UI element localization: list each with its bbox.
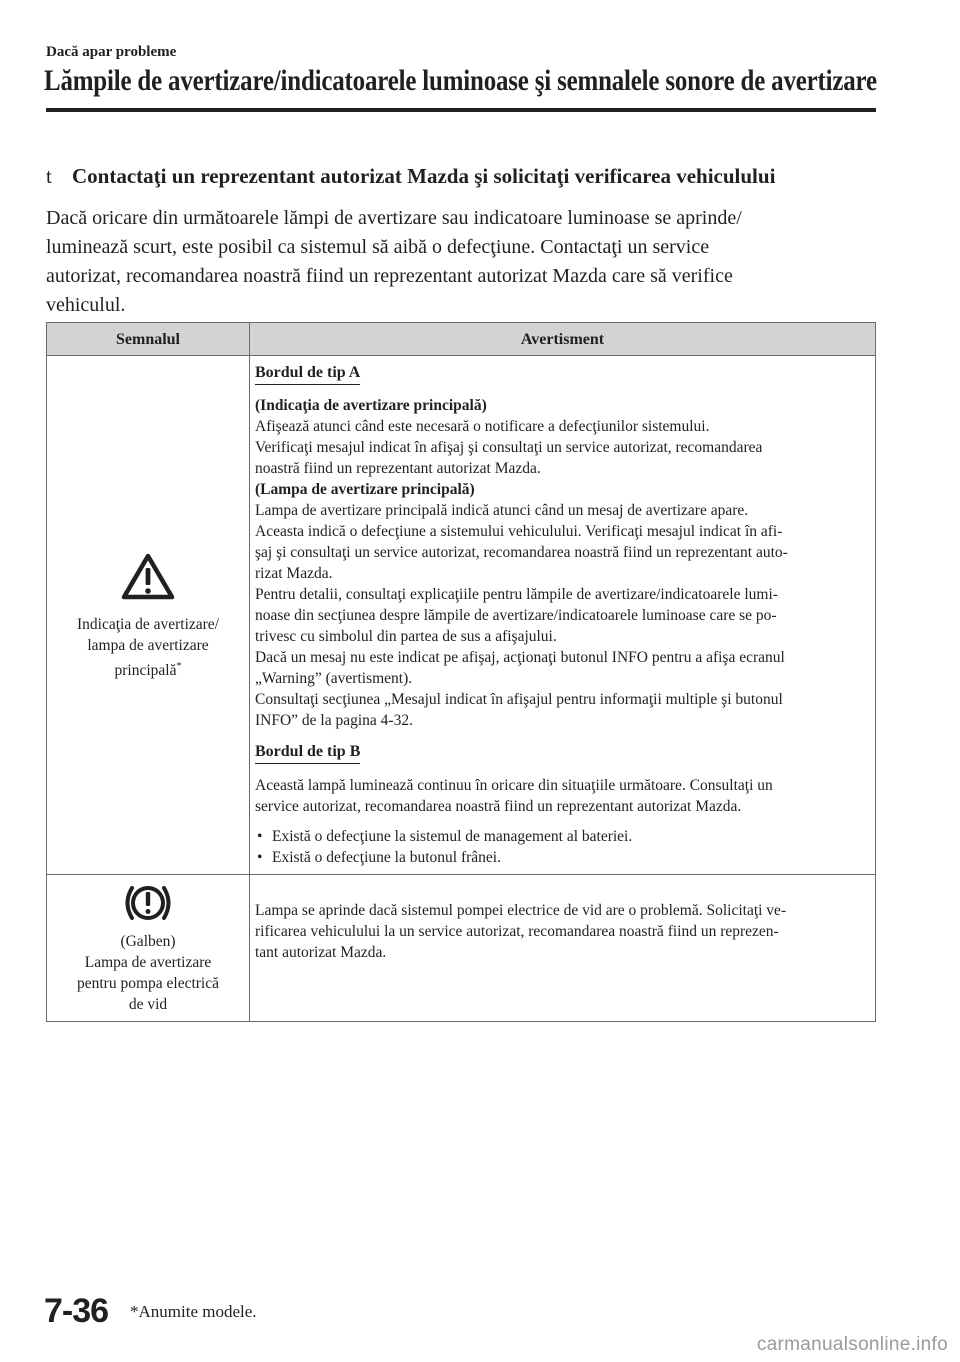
- intro-line: luminează scurt, este posibil ca sistemul să aibă o defecţiune. Contactaţi un service: [46, 236, 710, 258]
- block2-line: noase din secţiunea despre lămpile de avertizare/indicatoarele luminoase care se po-: [255, 607, 777, 624]
- cause-text: Există o defecţiune la butonul frânei.: [272, 849, 501, 866]
- warning-table: [46, 322, 876, 1022]
- warning-cell: [250, 875, 876, 1022]
- header-signal: Semnalul: [47, 323, 250, 356]
- vacuum-line: tant autorizat Mazda.: [255, 943, 387, 961]
- list-item: [255, 847, 867, 868]
- caption-line: Lampa de avertizare: [84, 954, 212, 971]
- table-header-row: [47, 323, 876, 356]
- caption-line: Indicaţia de avertizare/: [77, 616, 219, 634]
- block1-line: Verificaţi mesajul indicat în afişaj şi consultaţi un service autorizat, recomandarea: [255, 439, 763, 456]
- intro-paragraph: [46, 204, 876, 320]
- cause-text: Există o defecţiune la sistemul de management al bateriei.: [272, 828, 633, 845]
- header-warning: Avertisment: [250, 323, 876, 356]
- intro-line: autorizat, recomandarea noastră fiind un reprezentant autorizat Mazda care să verifice: [46, 265, 733, 287]
- board-b-title: Bordul de tip B: [255, 742, 360, 764]
- footnote: *Anumite modele.: [130, 1302, 257, 1321]
- block2-line: Lampa de avertizare principală indică atunci când un mesaj de avertizare apare.: [255, 502, 749, 519]
- causes-list: [255, 826, 867, 868]
- board-b-line: service autorizat, recomandarea noastră fiind un reprezentant autorizat Mazda.: [255, 798, 742, 815]
- block2-title: (Lampa de avertizare principală): [255, 481, 475, 498]
- chapter-title: Lămpile de avertizare/indicatoarele luminoase şi semnalele sonore de avertizare: [44, 64, 877, 97]
- subheading: [46, 164, 876, 189]
- caption-line: principală: [114, 662, 177, 680]
- table-row: [47, 875, 876, 1022]
- intro-line: Dacă oricare din următoarele lămpi de avertizare sau indicatoare luminoase se aprinde/: [46, 207, 742, 229]
- caption-line: pentru pompa electrică: [76, 975, 219, 992]
- block1-title: (Indicaţia de avertizare principală): [255, 397, 487, 414]
- vacuum-line: Lampa se aprinde dacă sistemul pompei electrice de vid are o problemă. Solicitaţi ve-: [255, 901, 787, 919]
- block2-line: trivesc cu simbolul din partea de sus a afişajului.: [255, 628, 557, 645]
- board-b-line: Această lampă luminează continuu în oricare din situaţiile următoare. Consultaţi un: [255, 777, 773, 794]
- bullet-dot: •: [257, 849, 263, 866]
- vacuum-line: rificarea vehiculului la un service autorizat, recomandarea noastră fiind un reprezen-: [255, 922, 779, 940]
- caption-line: de vid: [128, 996, 168, 1013]
- caption-line: lampa de avertizare: [87, 637, 209, 655]
- table-row: [47, 356, 876, 875]
- block2-line: INFO” de la pagina 4-32.: [255, 712, 413, 729]
- block2-line: Aceasta indică o defecţiune a sistemului vehiculului. Verificaţi mesajul indicat în afi-: [255, 523, 783, 540]
- block2-line: rizat Mazda.: [255, 565, 333, 582]
- footnote-asterisk: *: [176, 661, 182, 673]
- block1-line: Afişează atunci când este necesară o notificare a defecţiunilor sistemului.: [255, 418, 710, 435]
- header-rule: [46, 108, 876, 112]
- list-item: [255, 826, 867, 847]
- intro-line: vehiculul.: [46, 294, 126, 316]
- signal-caption: [53, 931, 243, 1015]
- block2-line: „Warning” (avertisment).: [255, 670, 413, 687]
- signal-caption: [53, 614, 243, 681]
- subheading-bullet: t: [46, 164, 52, 188]
- subheading-text: Contactaţi un reprezentant autorizat Mazda şi solicitaţi verificarea vehiculului: [72, 164, 776, 188]
- bullet-dot: •: [257, 828, 263, 845]
- block2-line: Dacă un mesaj nu este indicat pe afişaj, acţionaţi butonul INFO pentru a afişa ecranul: [255, 649, 785, 666]
- block2-line: Pentru detalii, consultaţi explicaţiile pentru lămpile de avertizare/indicatoarele lumi-: [255, 586, 778, 603]
- block2-line: Consultaţi secţiunea „Mesajul indicat în afişajul pentru informaţii multiple şi butonul: [255, 691, 783, 708]
- board-a-title: Bordul de tip A: [255, 363, 360, 385]
- vacuum-pump-warning-icon: [53, 883, 243, 929]
- section-label: Dacă apar probleme: [46, 44, 177, 60]
- block1: [255, 395, 867, 731]
- page-number: 7-36: [44, 1292, 109, 1330]
- signal-cell: [47, 875, 250, 1022]
- warning-cell: [250, 356, 876, 875]
- block2-line: şaj şi consultaţi un service autorizat, recomandarea noastră fiind un reprezentant auto-: [255, 544, 788, 561]
- block1-line: noastră fiind un reprezentant autorizat Mazda.: [255, 460, 541, 477]
- master-warning-triangle-icon: [53, 552, 243, 608]
- board-b-text: [255, 775, 867, 817]
- watermark: carmanualsonline.info: [756, 1334, 948, 1355]
- signal-cell: [47, 356, 250, 875]
- caption-line: (Galben): [120, 933, 176, 950]
